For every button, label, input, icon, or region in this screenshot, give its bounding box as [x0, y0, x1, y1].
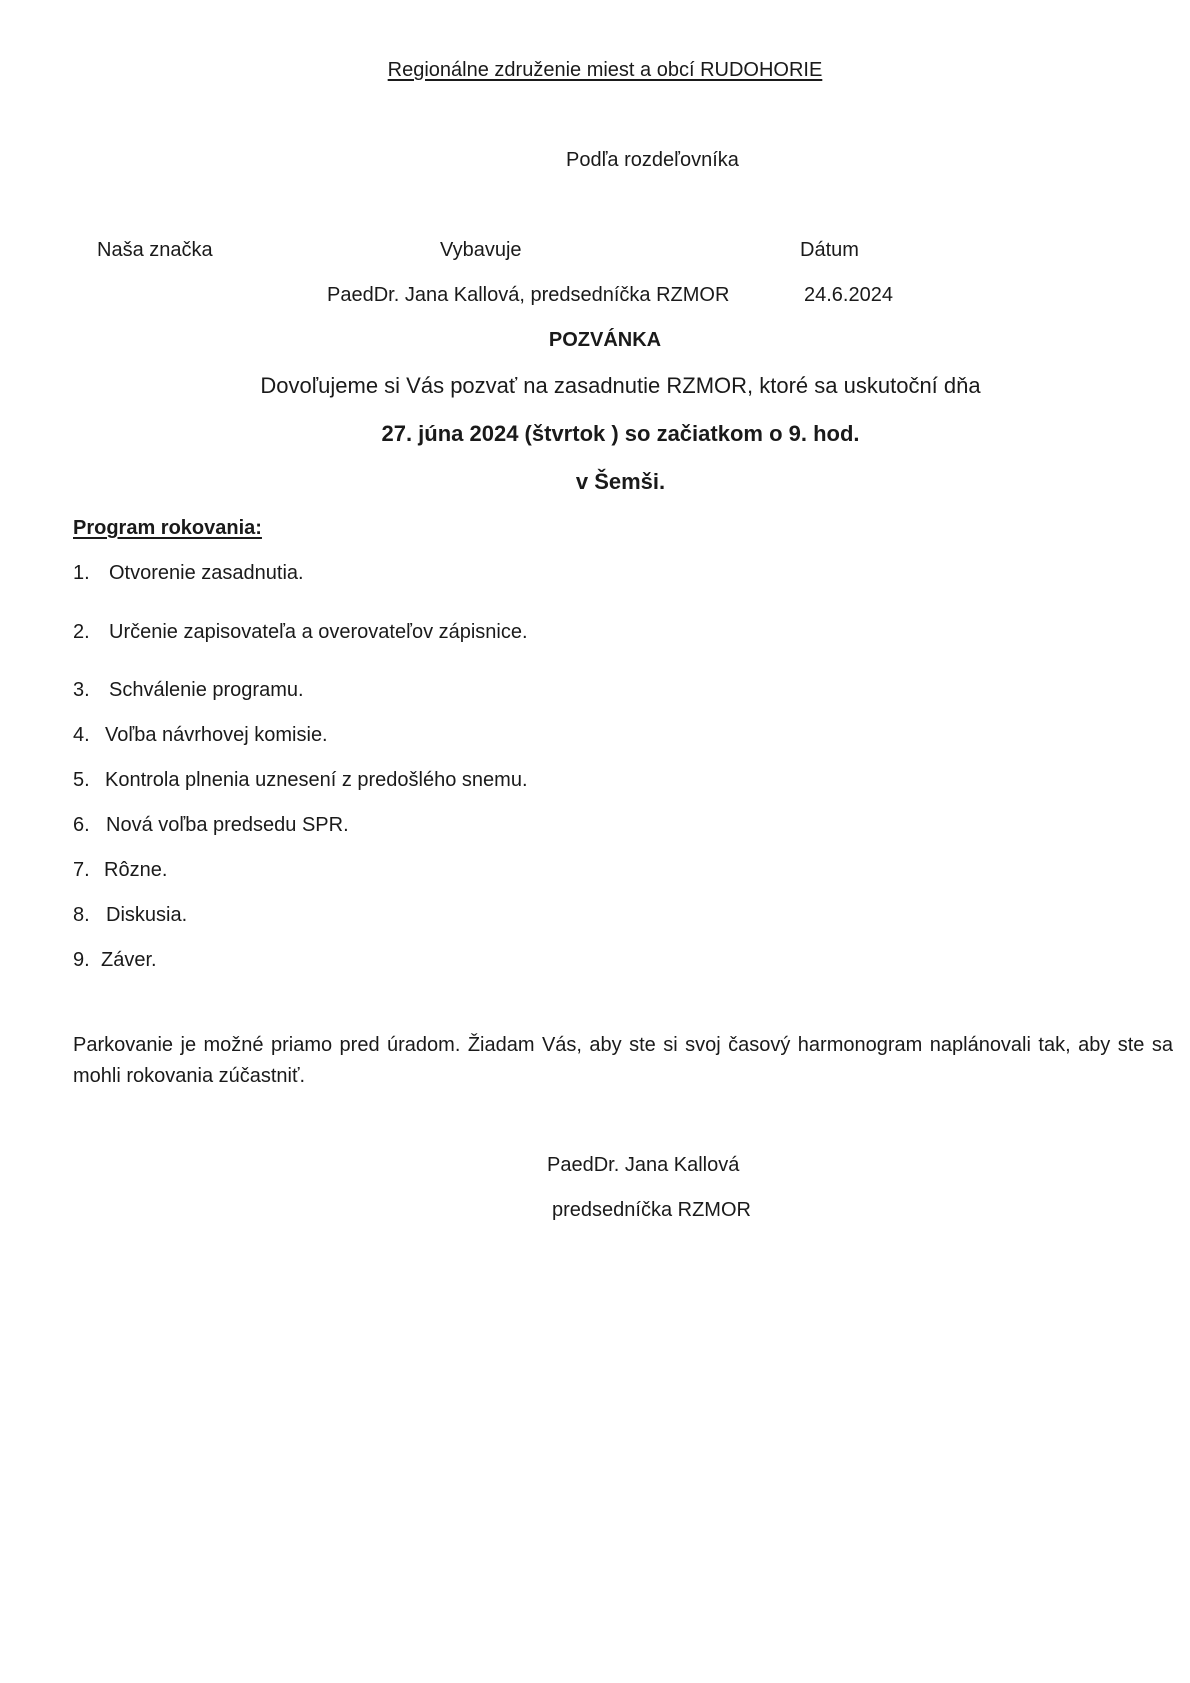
agenda-item [73, 948, 157, 972]
agenda-item [73, 768, 528, 792]
meeting-date: 27. júna 2024 (štvrtok ) so začiatkom o 9. hod. [381, 421, 860, 446]
invitation-intro: Dovoľujeme si Vás pozvať na zasadnutie RZMOR, ktoré sa uskutoční dňa [260, 373, 981, 398]
agenda-item-number: 1. [73, 562, 90, 584]
date-label: Dátum [800, 239, 859, 261]
signature-title: predsedníčka RZMOR [552, 1199, 751, 1221]
agenda-item-number: 5. [73, 769, 90, 791]
agenda-item [73, 561, 304, 585]
agenda-item-text: Nová voľba predsedu SPR. [106, 814, 349, 836]
agenda-item-number: 2. [73, 621, 90, 643]
agenda-item-text: Otvorenie zasadnutia. [109, 562, 304, 584]
handler-label: Vybavuje [440, 239, 522, 261]
agenda-item-text: Voľba návrhovej komisie. [105, 724, 328, 746]
agenda-item [73, 903, 187, 927]
organization-header: Regionálne združenie miest a obcí RUDOHORIE [387, 59, 823, 81]
agenda-item [73, 858, 167, 882]
our-reference-label: Naša značka [97, 239, 213, 261]
date-value: 24.6.2024 [804, 284, 893, 306]
agenda-item [73, 723, 328, 747]
meeting-place: v Šemši. [575, 469, 666, 494]
agenda-item-text: Záver. [101, 949, 157, 971]
agenda-item [73, 678, 304, 702]
agenda-item-number: 4. [73, 724, 90, 746]
distribution-note: Podľa rozdeľovníka [566, 149, 739, 171]
program-heading: Program rokovania: [73, 517, 262, 539]
handler-value: PaedDr. Jana Kallová, predsedníčka RZMOR [327, 284, 730, 306]
agenda-item-number: 9. [73, 949, 90, 971]
agenda-item-text: Diskusia. [106, 904, 188, 926]
agenda-item-number: 3. [73, 679, 90, 701]
agenda-item-text: Určenie zapisovateľa a overovateľov zápisnice. [109, 621, 528, 643]
parking-notice: Parkovanie je možné priamo pred úradom. Žiadam Vás, aby ste si svoj časový harmonogram naplánovali tak, aby ste sa mohli rokovania zúčastniť. [73, 1034, 1173, 1087]
agenda-item-number: 6. [73, 814, 90, 836]
agenda-item-text: Schválenie programu. [109, 679, 304, 701]
agenda-item-text: Rôzne. [104, 859, 168, 881]
invitation-title: POZVÁNKA [548, 329, 662, 351]
agenda-item [73, 620, 528, 644]
signature-name: PaedDr. Jana Kallová [547, 1154, 740, 1176]
agenda-item-number: 8. [73, 904, 90, 926]
agenda-item [73, 813, 349, 837]
agenda-item-number: 7. [73, 859, 90, 881]
agenda-item-text: Kontrola plnenia uznesení z predošlého snemu. [105, 769, 528, 791]
